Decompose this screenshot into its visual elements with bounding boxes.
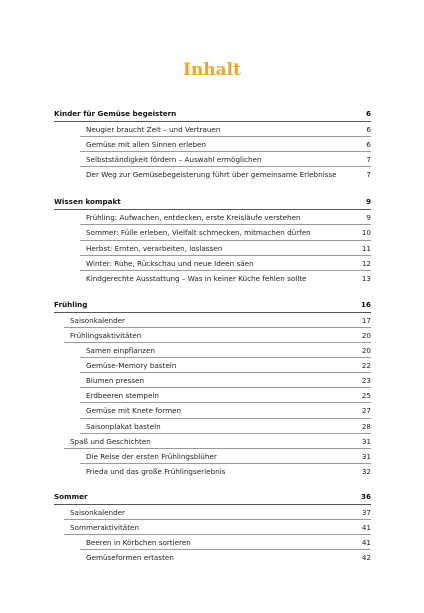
toc-chapter-row[interactable] xyxy=(0,106,424,122)
toc-page-number: 42 xyxy=(361,553,371,563)
toc-entry-row[interactable] xyxy=(0,550,424,565)
toc-page-number: 20 xyxy=(361,330,371,340)
toc-entry-title: Gemüse mit allen Sinnen erleben xyxy=(86,140,207,150)
toc-entry-row[interactable] xyxy=(0,271,424,286)
toc-page-number: 22 xyxy=(361,361,371,371)
toc-section-kinder xyxy=(0,106,424,182)
toc-entry-row[interactable] xyxy=(0,152,424,167)
toc-section-wissen xyxy=(0,194,424,285)
toc-entry-row[interactable] xyxy=(0,256,424,271)
toc-page-number: 7 xyxy=(366,155,371,165)
toc-entry-row[interactable] xyxy=(0,388,424,403)
toc-chapter-row[interactable] xyxy=(0,194,424,210)
toc-entry-row[interactable] xyxy=(0,403,424,418)
toc-page-number: 32 xyxy=(361,466,371,476)
toc-entry-title: Erdbeeren stempeln xyxy=(86,391,159,401)
toc-page-number: 41 xyxy=(361,538,371,548)
toc-entry-row[interactable] xyxy=(0,434,424,449)
toc-page-number: 12 xyxy=(361,258,371,268)
toc-entry-title: Gemüse-Memory basteln xyxy=(86,361,177,371)
toc-page-number: 6 xyxy=(366,125,371,134)
toc-entry-title: Herbst: Ernten, verarbeiten, loslassen xyxy=(86,243,223,253)
toc-page-number: 28 xyxy=(361,421,371,431)
toc-entry-title: Samen einpflanzen xyxy=(86,346,156,356)
toc-page-number: 41 xyxy=(361,522,371,532)
toc-entry-title: Saisonplakat basteln xyxy=(86,421,161,431)
toc-page-number: 17 xyxy=(361,315,371,325)
toc-entry-title: Saisonkalender xyxy=(70,507,126,517)
page-title: Inhalt xyxy=(183,60,241,80)
toc-page-number: 13 xyxy=(361,273,371,283)
toc-entry-row[interactable] xyxy=(0,419,424,434)
toc-entry-row[interactable] xyxy=(0,343,424,358)
toc-entry-row[interactable] xyxy=(0,313,424,328)
toc-page-number: 6 xyxy=(366,140,371,150)
toc-entry-title: Der Weg zur Gemüsebegeisterung führt über gemeinsame Erlebnisse xyxy=(86,170,337,180)
toc-page-number: 20 xyxy=(361,346,371,356)
toc-entry-title: Frühlingsaktivitäten xyxy=(70,330,142,340)
toc-page-number: 7 xyxy=(366,170,371,180)
toc-entry-row[interactable] xyxy=(0,464,424,479)
toc-page-number: 9 xyxy=(366,213,371,223)
toc-entry-title: Saisonkalender xyxy=(70,315,126,325)
toc-page-number: 37 xyxy=(361,507,371,517)
toc-chapter-row[interactable] xyxy=(0,297,424,313)
toc-page-number: 25 xyxy=(361,391,371,401)
toc-entry-title: Gemüse mit Knete formen xyxy=(86,406,182,416)
toc-page-number: 27 xyxy=(361,406,371,416)
toc-page-number: 9 xyxy=(365,197,371,207)
toc-entry-row[interactable] xyxy=(0,505,424,520)
toc-section-fruehling xyxy=(0,297,424,479)
toc-entry-row[interactable] xyxy=(0,373,424,388)
table-of-contents xyxy=(0,106,424,565)
toc-entry-row[interactable] xyxy=(0,167,424,182)
toc-entry-row[interactable] xyxy=(0,520,424,535)
toc-entry-row[interactable] xyxy=(0,328,424,343)
toc-entry-title: Neugier braucht Zeit – und Vertrauen xyxy=(86,125,221,134)
toc-entry-row[interactable] xyxy=(0,449,424,464)
toc-page-number: 23 xyxy=(361,376,371,386)
toc-entry-title: Frieda und das große Frühlingserlebnis xyxy=(86,466,226,476)
toc-entry-title: Frühling: Aufwachen, entdecken, erste Kreisläufe verstehen xyxy=(86,213,301,223)
toc-section-sommer xyxy=(0,489,424,565)
toc-entry-title: Winter: Ruhe, Rückschau und neue Ideen säen xyxy=(86,258,254,268)
toc-entry-row[interactable] xyxy=(0,137,424,152)
toc-entry-title: Gemüseformen ertasten xyxy=(86,553,174,563)
toc-entry-row[interactable] xyxy=(0,241,424,256)
toc-entry-title: Sommeraktivitäten xyxy=(70,522,139,532)
toc-chapter-title: Sommer xyxy=(54,491,88,501)
toc-entry-title: Sommer: Fülle erleben, Vielfalt schmecken, mitmachen dürfen xyxy=(86,228,311,238)
toc-entry-title: Kindgerechte Ausstattung – Was in keiner Küche fehlen sollte xyxy=(86,273,307,283)
toc-entry-title: Die Reise der ersten Frühlingsblüher xyxy=(86,451,217,461)
toc-entry-title: Blumen pressen xyxy=(86,376,144,386)
toc-entry-row[interactable] xyxy=(0,122,424,137)
toc-entry-row[interactable] xyxy=(0,358,424,373)
toc-page-number: 6 xyxy=(365,109,371,118)
toc-page-number: 31 xyxy=(361,436,371,446)
toc-entry-title: Spaß und Geschichten xyxy=(70,436,151,446)
toc-page-number: 36 xyxy=(360,491,371,501)
toc-entry-row[interactable] xyxy=(0,210,424,225)
toc-entry-row[interactable] xyxy=(0,535,424,550)
toc-chapter-title: Kinder für Gemüse begeistern xyxy=(54,109,177,118)
toc-chapter-row[interactable] xyxy=(0,489,424,505)
toc-page-number: 16 xyxy=(360,299,371,309)
toc-chapter-title: Wissen kompakt xyxy=(54,197,121,207)
toc-page-number: 31 xyxy=(361,451,371,461)
toc-entry-row[interactable] xyxy=(0,225,424,240)
toc-page-number: 11 xyxy=(361,243,371,253)
toc-page-number: 10 xyxy=(361,228,371,238)
toc-entry-title: Selbstständigkeit fördern – Auswahl ermöglichen xyxy=(86,155,262,165)
toc-entry-title: Beeren in Körbchen sortieren xyxy=(86,538,191,548)
toc-chapter-title: Frühling xyxy=(54,299,88,309)
